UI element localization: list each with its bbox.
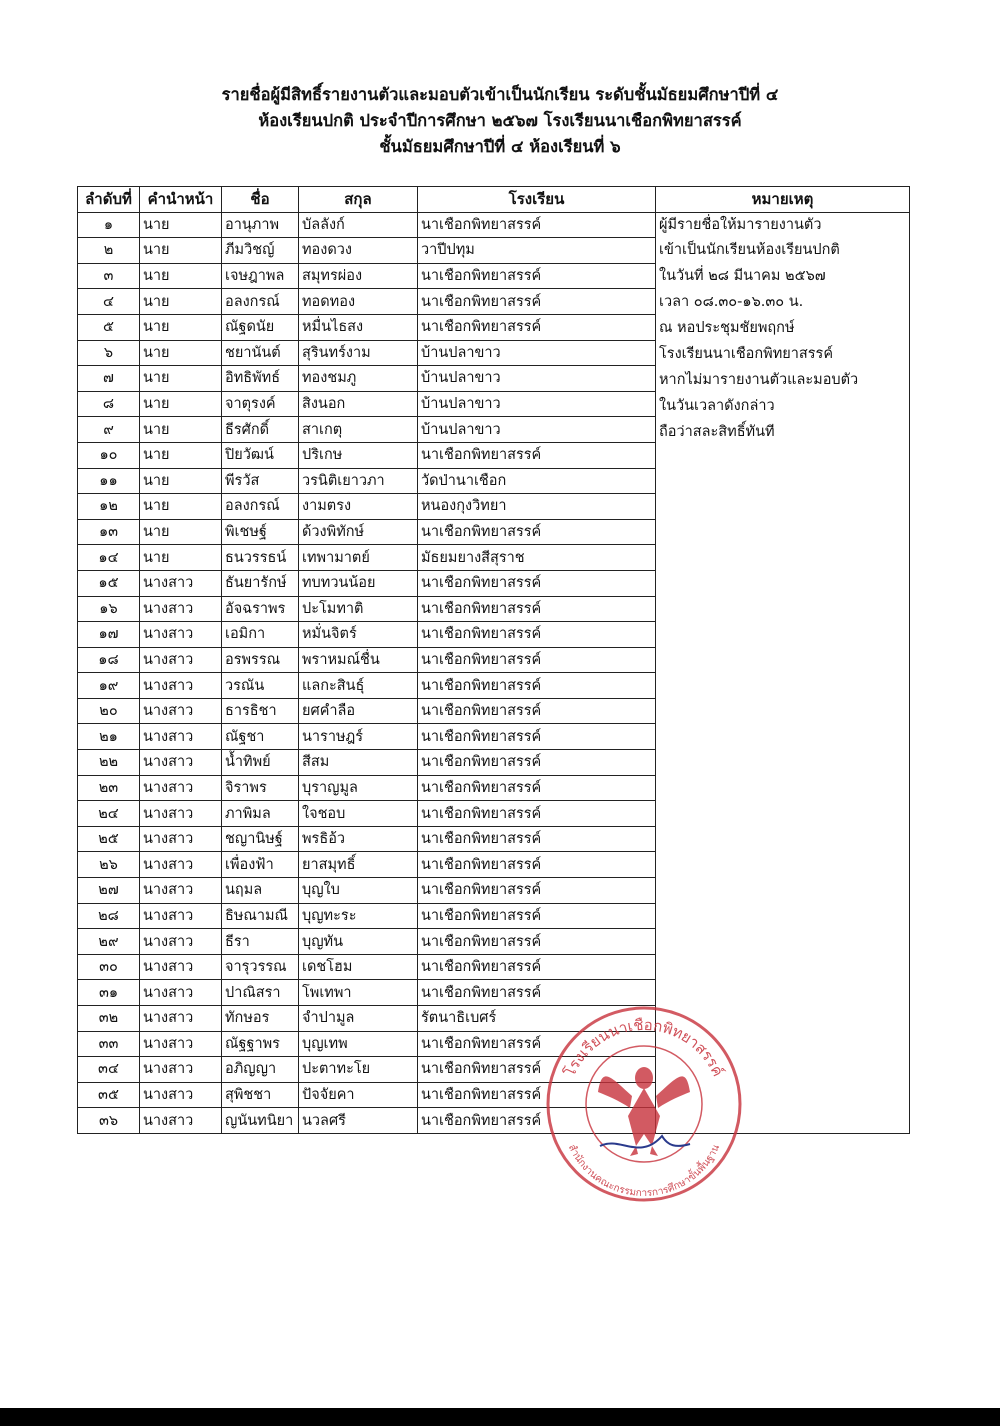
cell-first-name: วรณัน	[222, 673, 299, 699]
remark-line: โรงเรียนนาเชือกพิทยาสรรค์	[659, 346, 834, 363]
cell-school: นาเชือกพิทยาสรรค์	[418, 1057, 656, 1083]
cell-last-name: ทองดวง	[299, 238, 418, 264]
cell-last-name: บุญทะระ	[299, 903, 418, 929]
cell-school: นาเชือกพิทยาสรรค์	[418, 903, 656, 929]
header-first-name: ชื่อ	[222, 187, 299, 213]
cell-last-name: เทพามาตย์	[299, 545, 418, 571]
cell-prefix: นาย	[140, 340, 222, 366]
cell-first-name: อลงกรณ์	[222, 289, 299, 315]
cell-last-name: บัลลังก์	[299, 212, 418, 238]
cell-last-name: โพเทพา	[299, 980, 418, 1006]
cell-prefix: นาย	[140, 468, 222, 494]
cell-no: ๒๑	[78, 724, 140, 750]
cell-last-name: ยศคำลือ	[299, 698, 418, 724]
cell-last-name: ปะโมทาติ	[299, 596, 418, 622]
cell-last-name: สมุทรผ่อง	[299, 263, 418, 289]
cell-last-name: บุญใบ	[299, 878, 418, 904]
cell-first-name: ณัฐชา	[222, 724, 299, 750]
cell-first-name: จารุวรรณ	[222, 954, 299, 980]
cell-school: นาเชือกพิทยาสรรค์	[418, 775, 656, 801]
cell-first-name: สุพิชชา	[222, 1082, 299, 1108]
header-prefix: คำนำหน้า	[140, 187, 222, 213]
cell-first-name: เอมิกา	[222, 622, 299, 648]
cell-no: ๒๖	[78, 852, 140, 878]
cell-prefix: นาย	[140, 417, 222, 443]
cell-last-name: สีสม	[299, 750, 418, 776]
cell-last-name: ทบทวนน้อย	[299, 570, 418, 596]
table-body	[78, 212, 910, 1133]
cell-school: บ้านปลาขาว	[418, 366, 656, 392]
cell-first-name: ชยานันต์	[222, 340, 299, 366]
cell-first-name: ชญานิษฐ์	[222, 826, 299, 852]
cell-no: ๓๖	[78, 1108, 140, 1134]
cell-no: ๙	[78, 417, 140, 443]
cell-no: ๓๒	[78, 1006, 140, 1032]
cell-first-name: เพื่องฟ้า	[222, 852, 299, 878]
cell-school: นาเชือกพิทยาสรรค์	[418, 622, 656, 648]
cell-last-name: สุรินทร์งาม	[299, 340, 418, 366]
cell-first-name: นฤมล	[222, 878, 299, 904]
cell-no: ๑๐	[78, 442, 140, 468]
cell-last-name: เดชโฮม	[299, 954, 418, 980]
cell-school: นาเชือกพิทยาสรรค์	[418, 801, 656, 827]
cell-first-name: เจษฎาพล	[222, 263, 299, 289]
cell-last-name: บุญเทพ	[299, 1031, 418, 1057]
cell-no: ๒๔	[78, 801, 140, 827]
cell-prefix: นางสาว	[140, 673, 222, 699]
cell-no: ๑๒	[78, 494, 140, 520]
cell-first-name: ญนันทนิยา	[222, 1108, 299, 1134]
cell-last-name: นวลศรี	[299, 1108, 418, 1134]
cell-prefix: นาย	[140, 289, 222, 315]
cell-last-name: บุราญมูล	[299, 775, 418, 801]
title-line-2: ห้องเรียนปกติ ประจำปีการศึกษา ๒๕๖๗ โรงเรียนนาเชือกพิทยาสรรค์	[258, 111, 742, 130]
cell-school: นาเชือกพิทยาสรรค์	[418, 1108, 656, 1134]
cell-first-name: ณัฐดนัย	[222, 314, 299, 340]
cell-prefix: นางสาว	[140, 1006, 222, 1032]
cell-school: นาเชือกพิทยาสรรค์	[418, 673, 656, 699]
cell-last-name: สิงนอก	[299, 391, 418, 417]
cell-last-name: งามตรง	[299, 494, 418, 520]
remark-line: ในวันที่ ๒๘ มีนาคม ๒๕๖๗	[659, 268, 826, 285]
header-school: โรงเรียน	[418, 187, 656, 213]
cell-no: ๓	[78, 263, 140, 289]
remark-line: ณ หอประชุมชัยพฤกษ์	[659, 320, 795, 337]
cell-prefix: นางสาว	[140, 775, 222, 801]
cell-prefix: นางสาว	[140, 1057, 222, 1083]
cell-first-name: ธารธิชา	[222, 698, 299, 724]
cell-school: นาเชือกพิทยาสรรค์	[418, 980, 656, 1006]
cell-first-name: ธีรา	[222, 929, 299, 955]
cell-no: ๓๑	[78, 980, 140, 1006]
cell-prefix: นาย	[140, 545, 222, 571]
cell-first-name: อลงกรณ์	[222, 494, 299, 520]
cell-no: ๑๗	[78, 622, 140, 648]
cell-school: นาเชือกพิทยาสรรค์	[418, 698, 656, 724]
cell-prefix: นางสาว	[140, 1082, 222, 1108]
cell-prefix: นางสาว	[140, 852, 222, 878]
cell-school: นาเชือกพิทยาสรรค์	[418, 289, 656, 315]
cell-last-name: หมั่นจิตร์	[299, 622, 418, 648]
cell-prefix: นางสาว	[140, 1031, 222, 1057]
cell-school: นาเชือกพิทยาสรรค์	[418, 1031, 656, 1057]
cell-no: ๗	[78, 366, 140, 392]
cell-no: ๑	[78, 212, 140, 238]
cell-school: นาเชือกพิทยาสรรค์	[418, 263, 656, 289]
title-line-1: รายชื่อผู้มีสิทธิ์รายงานตัวและมอบตัวเข้าเป็นนักเรียน ระดับชั้นมัธยมศึกษาปีที่ ๔	[221, 85, 779, 104]
cell-no: ๔	[78, 289, 140, 315]
cell-no: ๒๕	[78, 826, 140, 852]
cell-no: ๒๗	[78, 878, 140, 904]
cell-prefix: นาย	[140, 442, 222, 468]
cell-no: ๑๘	[78, 647, 140, 673]
cell-first-name: ภาพิมล	[222, 801, 299, 827]
cell-school: นาเชือกพิทยาสรรค์	[418, 647, 656, 673]
cell-no: ๓๔	[78, 1057, 140, 1083]
cell-no: ๒๙	[78, 929, 140, 955]
cell-last-name: ปัจจัยคา	[299, 1082, 418, 1108]
cell-no: ๕	[78, 314, 140, 340]
cell-school: บ้านปลาขาว	[418, 340, 656, 366]
seal-text-bottom: สำนักงานคณะกรรมการการศึกษาขั้นพื้นฐาน	[565, 1142, 723, 1200]
seal-text-top: โรงเรียนนาเชือกพิทยาสรรค์	[560, 1015, 728, 1080]
remark-line: เข้าเป็นนักเรียนห้องเรียนปกติ	[659, 242, 840, 259]
cell-first-name: จิราพร	[222, 775, 299, 801]
header-remark: หมายเหตุ	[656, 187, 910, 213]
cell-school: นาเชือกพิทยาสรรค์	[418, 852, 656, 878]
cell-school: บ้านปลาขาว	[418, 417, 656, 443]
cell-no: ๘	[78, 391, 140, 417]
cell-school: วาปีปทุม	[418, 238, 656, 264]
cell-prefix: นาย	[140, 519, 222, 545]
cell-no: ๑๔	[78, 545, 140, 571]
cell-school: นาเชือกพิทยาสรรค์	[418, 929, 656, 955]
cell-school: นาเชือกพิทยาสรรค์	[418, 724, 656, 750]
cell-prefix: นางสาว	[140, 750, 222, 776]
cell-last-name: ยาสมุทธิ์	[299, 852, 418, 878]
cell-last-name: พราหมณ์ชื่น	[299, 647, 418, 673]
document-title	[0, 82, 1000, 160]
cell-school: บ้านปลาขาว	[418, 391, 656, 417]
header-no: ลำดับที่	[78, 187, 140, 213]
cell-prefix: นางสาว	[140, 622, 222, 648]
cell-last-name: หมื่นไธสง	[299, 314, 418, 340]
cell-prefix: นางสาว	[140, 801, 222, 827]
cell-last-name: บุญทัน	[299, 929, 418, 955]
cell-school: วัดป่านาเชือก	[418, 468, 656, 494]
cell-prefix: นางสาว	[140, 570, 222, 596]
cell-school: นาเชือกพิทยาสรรค์	[418, 954, 656, 980]
cell-prefix: นาย	[140, 391, 222, 417]
cell-last-name: ปริเกษ	[299, 442, 418, 468]
cell-school: นาเชือกพิทยาสรรค์	[418, 826, 656, 852]
cell-school: นาเชือกพิทยาสรรค์	[418, 878, 656, 904]
cell-last-name: จำปามูล	[299, 1006, 418, 1032]
cell-prefix: นาย	[140, 314, 222, 340]
cell-prefix: นางสาว	[140, 826, 222, 852]
cell-prefix: นางสาว	[140, 929, 222, 955]
remark-line: หากไม่มารายงานตัวและมอบตัว	[659, 371, 859, 388]
cell-last-name: นาราษฎร์	[299, 724, 418, 750]
cell-first-name: พิเชษฐ์	[222, 519, 299, 545]
remark-line: ผู้มีรายชื่อให้มารายงานตัว	[659, 216, 822, 233]
cell-first-name: อานุภาพ	[222, 212, 299, 238]
cell-school: นาเชือกพิทยาสรรค์	[418, 519, 656, 545]
cell-first-name: อภิญญา	[222, 1057, 299, 1083]
cell-prefix: นางสาว	[140, 954, 222, 980]
scan-border-bar	[0, 1408, 1000, 1426]
header-last-name: สกุล	[299, 187, 418, 213]
cell-last-name: สาเกตุ	[299, 417, 418, 443]
cell-first-name: อัจฉราพร	[222, 596, 299, 622]
remark-line: เวลา ๐๘.๓๐-๑๖.๓๐ น.	[659, 294, 804, 311]
cell-first-name: ธิษณามณี	[222, 903, 299, 929]
table-row	[78, 212, 910, 238]
cell-last-name: วรนิติเยาวภา	[299, 468, 418, 494]
cell-first-name: ทักษอร	[222, 1006, 299, 1032]
cell-no: ๑๙	[78, 673, 140, 699]
remark-line: ในวันเวลาดังกล่าว	[659, 397, 775, 414]
cell-prefix: นาย	[140, 263, 222, 289]
cell-prefix: นางสาว	[140, 1108, 222, 1134]
cell-school: นาเชือกพิทยาสรรค์	[418, 750, 656, 776]
cell-no: ๒๒	[78, 750, 140, 776]
cell-last-name: ทอดทอง	[299, 289, 418, 315]
student-roster-table	[77, 186, 910, 1134]
cell-first-name: ภีมวิชญ์	[222, 238, 299, 264]
cell-school: นาเชือกพิทยาสรรค์	[418, 570, 656, 596]
cell-first-name: น้ำทิพย์	[222, 750, 299, 776]
cell-no: ๓๐	[78, 954, 140, 980]
cell-no: ๑๓	[78, 519, 140, 545]
table-header-row	[78, 187, 910, 213]
cell-school: นาเชือกพิทยาสรรค์	[418, 212, 656, 238]
cell-last-name: พรธิอ้ว	[299, 826, 418, 852]
cell-prefix: นาย	[140, 494, 222, 520]
cell-no: ๒๓	[78, 775, 140, 801]
cell-no: ๓๕	[78, 1082, 140, 1108]
cell-school: นาเชือกพิทยาสรรค์	[418, 596, 656, 622]
cell-first-name: พีรวัส	[222, 468, 299, 494]
cell-prefix: นาย	[140, 366, 222, 392]
cell-first-name: ปิยวัฒน์	[222, 442, 299, 468]
remark-line: ถือว่าสละสิทธิ์ทันที	[659, 423, 775, 440]
cell-school: นาเชือกพิทยาสรรค์	[418, 314, 656, 340]
cell-last-name: ปะตาทะโย	[299, 1057, 418, 1083]
cell-prefix: นางสาว	[140, 903, 222, 929]
cell-prefix: นาย	[140, 212, 222, 238]
cell-school: นาเชือกพิทยาสรรค์	[418, 1082, 656, 1108]
cell-no: ๖	[78, 340, 140, 366]
cell-no: ๒๘	[78, 903, 140, 929]
cell-school: หนองกุงวิทยา	[418, 494, 656, 520]
cell-no: ๓๓	[78, 1031, 140, 1057]
cell-school: รัตนาธิเบศร์	[418, 1006, 656, 1032]
cell-school: นาเชือกพิทยาสรรค์	[418, 442, 656, 468]
cell-no: ๑๖	[78, 596, 140, 622]
cell-prefix: นางสาว	[140, 596, 222, 622]
signature-stroke	[600, 1136, 690, 1148]
cell-last-name: แลกะสินธุ์	[299, 673, 418, 699]
cell-first-name: ณัฐฐาพร	[222, 1031, 299, 1057]
cell-prefix: นางสาว	[140, 980, 222, 1006]
school-seal	[540, 996, 748, 1210]
cell-no: ๒	[78, 238, 140, 264]
cell-first-name: ธนวรรธน์	[222, 545, 299, 571]
cell-no: ๒๐	[78, 698, 140, 724]
cell-last-name: ด้วงพิทักษ์	[299, 519, 418, 545]
cell-last-name: ทองชมภู	[299, 366, 418, 392]
title-line-3: ชั้นมัธยมศึกษาปีที่ ๔ ห้องเรียนที่ ๖	[379, 137, 621, 156]
cell-no: ๑๕	[78, 570, 140, 596]
cell-first-name: ปาณิสรา	[222, 980, 299, 1006]
cell-first-name: ธันยารักษ์	[222, 570, 299, 596]
cell-first-name: อรพรรณ	[222, 647, 299, 673]
cell-prefix: นาย	[140, 238, 222, 264]
cell-first-name: อิทธิพัทธ์	[222, 366, 299, 392]
cell-first-name: จาตุรงค์	[222, 391, 299, 417]
cell-first-name: ธีรศักดิ์	[222, 417, 299, 443]
cell-prefix: นางสาว	[140, 647, 222, 673]
cell-last-name: ใจชอบ	[299, 801, 418, 827]
cell-prefix: นางสาว	[140, 878, 222, 904]
cell-no: ๑๑	[78, 468, 140, 494]
cell-school: มัธยมยางสีสุราช	[418, 545, 656, 571]
cell-prefix: นางสาว	[140, 698, 222, 724]
cell-prefix: นางสาว	[140, 724, 222, 750]
